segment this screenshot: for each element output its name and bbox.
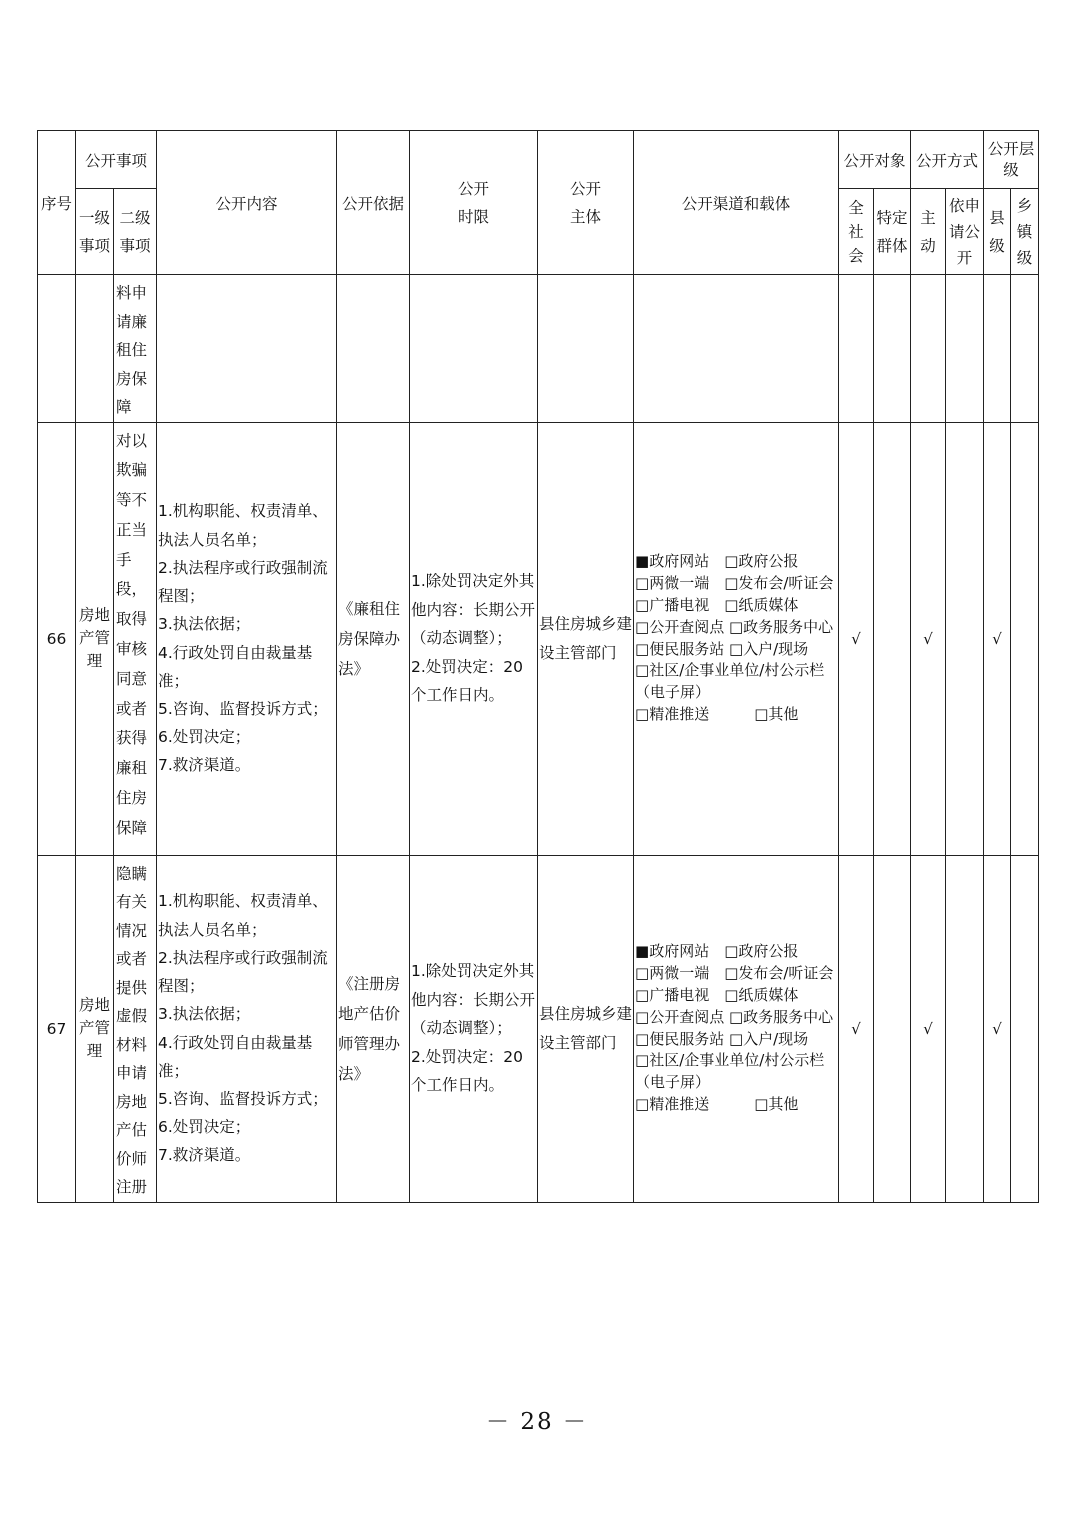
cell-content: [157, 855, 337, 1202]
header-basis: 公开依据: [337, 131, 410, 275]
cell-time-limit: [410, 422, 538, 855]
cell-subject: 县住房城乡建设主管部门: [538, 855, 634, 1202]
cell-subject: 县住房城乡建设主管部门: [538, 422, 634, 855]
content-line: 5.咨询、监督投诉方式；: [158, 699, 328, 718]
page-number: － 28 －: [486, 1409, 588, 1435]
header-item-group: 公开事项: [76, 131, 157, 189]
cell-level-county: √: [984, 422, 1011, 855]
cell-audience-all: [839, 275, 874, 423]
header-method-group: 公开方式: [911, 131, 984, 189]
header-level-county: 县 级: [984, 189, 1011, 275]
time-limit-line: 2.处罚决定：20个工作日内。: [411, 1047, 524, 1095]
time-limit-line: 1.除处罚决定外其他内容：长期公开（动态调整）；: [411, 572, 536, 648]
disclosure-table: [37, 130, 1039, 1203]
content-line: 6.处罚决定；: [158, 728, 251, 747]
table-row: [38, 855, 1039, 1202]
cell-level1: [76, 275, 114, 423]
cell-channel: [634, 855, 839, 1202]
cell-audience-all: √: [839, 855, 874, 1202]
cell-level-township: [1011, 275, 1039, 423]
channel-line: □公开查阅点 □政务服务中心: [635, 617, 834, 636]
header-level2: 二级 事项: [114, 189, 157, 275]
header-channel: 公开渠道和载体: [634, 131, 839, 275]
cell-level2: 对以欺骗等不正当手段，取得审核同意或者获得廉租住房保障: [114, 422, 157, 855]
cell-content: [157, 275, 337, 423]
cell-method-request: [946, 275, 984, 423]
cell-level-county: √: [984, 855, 1011, 1202]
cell-method-request: [946, 422, 984, 855]
channel-line: ■政府网站 □政府公报: [635, 942, 799, 961]
cell-audience-specific: [874, 422, 911, 855]
cell-audience-all: √: [839, 422, 874, 855]
channel-line: □两微一端 □发布会/听证会: [635, 574, 834, 593]
header-content: 公开内容: [157, 131, 337, 275]
cell-level-township: [1011, 855, 1039, 1202]
cell-audience-specific: [874, 275, 911, 423]
header-seq: 序号: [38, 131, 76, 275]
header-audience-specific: 特定 群体: [874, 189, 911, 275]
cell-seq: [38, 275, 76, 423]
cell-basis: 《注册房地产估价师管理办法》: [337, 855, 410, 1202]
channel-line: □便民服务站 □入户/现场: [635, 639, 809, 658]
header-level-township: 乡 镇 级: [1011, 189, 1039, 275]
header-level1: 一级 事项: [76, 189, 114, 275]
cell-level-township: [1011, 422, 1039, 855]
table-row: [38, 275, 1039, 423]
channel-line: ■政府网站 □政府公报: [635, 552, 799, 571]
channel-line: □广播电视 □纸质媒体: [635, 595, 799, 614]
header-time-limit: 公开 时限: [410, 131, 538, 275]
content-line: 2.执法程序或行政强制流程图；: [158, 558, 328, 606]
content-line: 4.行政处罚自由裁量基准；: [158, 643, 313, 690]
header-level-group: 公开层 级: [984, 131, 1039, 189]
cell-seq: 66: [38, 422, 76, 855]
content-line: 6.处罚决定；: [158, 1118, 251, 1137]
header-audience-all: 全 社 会: [839, 189, 874, 275]
content-line: 7.救济渠道。: [158, 756, 251, 775]
channel-line: □社区/企事业单位/村公示栏（电子屏）: [635, 1051, 825, 1092]
time-limit-line: 2.处罚决定：20个工作日内。: [411, 657, 524, 705]
cell-time-limit: [410, 275, 538, 423]
content-line: 1.机构职能、权责清单、执法人员名单；: [158, 892, 328, 939]
cell-level1: 房地产管理: [76, 422, 114, 855]
cell-level2: 料申请廉租住房保障: [114, 275, 157, 423]
cell-subject: [538, 275, 634, 423]
cell-seq: 67: [38, 855, 76, 1202]
channel-line: □便民服务站 □入户/现场: [635, 1029, 809, 1048]
channel-line: □两微一端 □发布会/听证会: [635, 964, 834, 983]
content-line: 5.咨询、监督投诉方式；: [158, 1089, 328, 1108]
cell-level-county: [984, 275, 1011, 423]
time-limit-line: 1.除处罚决定外其他内容：长期公开（动态调整）；: [411, 962, 536, 1038]
cell-method-active: √: [911, 422, 946, 855]
content-line: 3.执法依据；: [158, 615, 251, 634]
cell-basis: [337, 275, 410, 423]
content-line: 7.救济渠道。: [158, 1146, 251, 1165]
content-line: 1.机构职能、权责清单、执法人员名单；: [158, 502, 328, 549]
cell-channel: [634, 422, 839, 855]
channel-line: □社区/企事业单位/村公示栏（电子屏）: [635, 661, 825, 702]
content-line: 4.行政处罚自由裁量基准；: [158, 1033, 313, 1080]
cell-method-active: √: [911, 855, 946, 1202]
channel-line: □公开查阅点 □政务服务中心: [635, 1007, 834, 1026]
header-method-active: 主 动: [911, 189, 946, 275]
cell-time-limit: [410, 855, 538, 1202]
channel-line: □广播电视 □纸质媒体: [635, 985, 799, 1004]
header-subject: 公开 主体: [538, 131, 634, 275]
cell-audience-specific: [874, 855, 911, 1202]
cell-channel: [634, 275, 839, 423]
header-method-request: 依申 请公 开: [946, 189, 984, 275]
content-line: 2.执法程序或行政强制流程图；: [158, 948, 328, 996]
cell-basis: 《廉租住房保障办法》: [337, 422, 410, 855]
table-row: [38, 422, 1039, 855]
cell-method-request: [946, 855, 984, 1202]
cell-method-active: [911, 275, 946, 423]
cell-level2: 隐瞒有关情况或者提供虚假材料申请房地产估价师注册: [114, 855, 157, 1202]
header-audience-group: 公开对象: [839, 131, 911, 189]
cell-content: [157, 422, 337, 855]
cell-level1: 房地产管理: [76, 855, 114, 1202]
channel-line: □精准推送 □其他: [635, 704, 799, 723]
header-row-1: [38, 131, 1039, 189]
channel-line: □精准推送 □其他: [635, 1094, 799, 1113]
content-line: 3.执法依据；: [158, 1005, 251, 1024]
